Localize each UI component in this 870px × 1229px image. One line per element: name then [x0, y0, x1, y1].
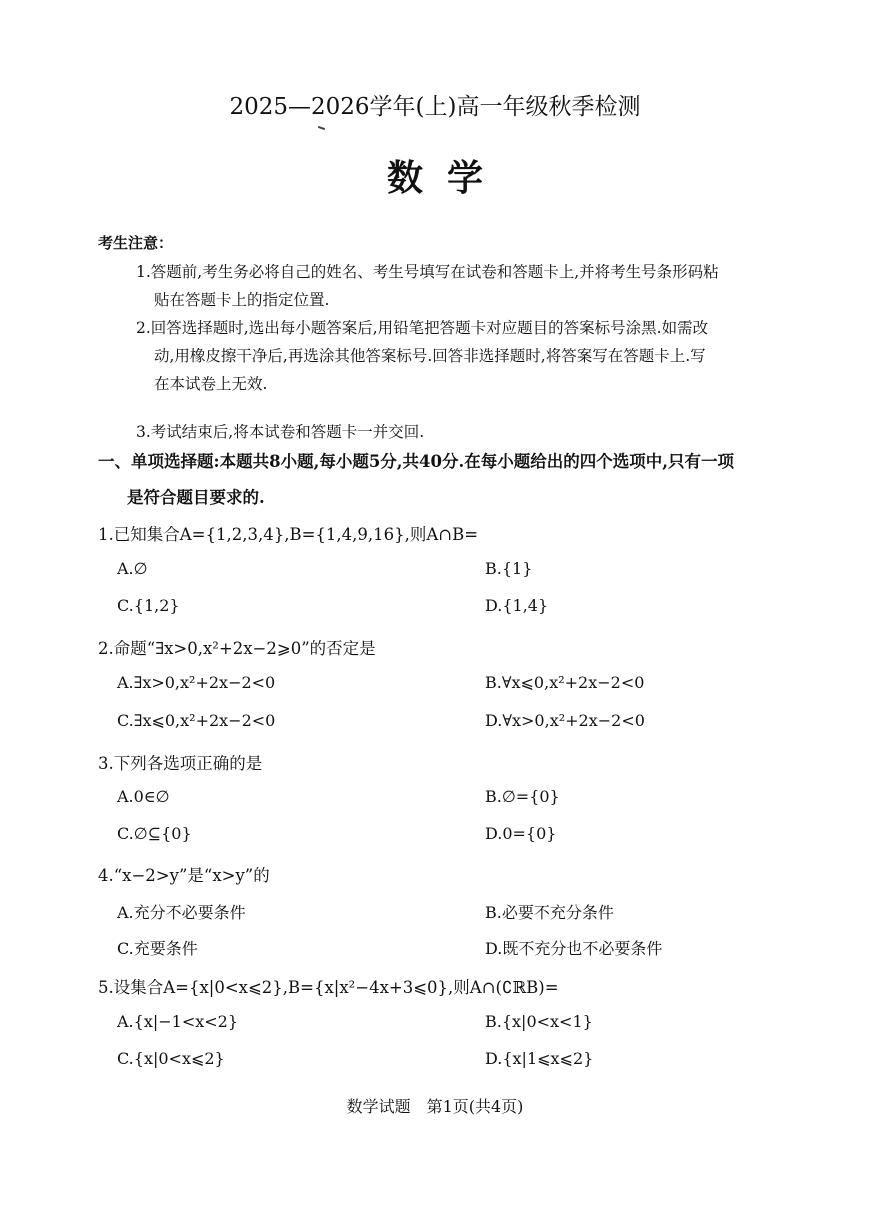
question-stem: 4.“x−2>y”是“x>y”的 — [98, 866, 270, 885]
notice-line: 1.答题前,考生务必将自己的姓名、考生号填写在试卷和答题卡上,并将考生号条形码粘 — [136, 263, 719, 281]
notice-line: 动,用橡皮擦干净后,再选涂其他答案标号.回答非选择题时,将答案写在答题卡上.写 — [154, 347, 706, 365]
question-option: B.∅={0} — [485, 787, 560, 806]
question-option: B.{1} — [485, 559, 533, 578]
question-option: D.0={0} — [485, 824, 557, 843]
question-option: B.{x|0<x<1} — [485, 1012, 593, 1031]
section-heading: 一、单项选择题:本题共8小题,每小题5分,共40分.在每小题给出的四个选项中,只有一项 — [98, 452, 734, 471]
question-option: A.0∈∅ — [117, 787, 170, 806]
question-option: A.充分不必要条件 — [117, 903, 246, 922]
question-option: A.{x|−1<x<2} — [117, 1012, 239, 1031]
notice-line: 在本试卷上无效. — [154, 375, 268, 393]
question-option: A.∃x>0,x²+2x−2<0 — [117, 673, 276, 692]
scan-mark — [318, 126, 325, 130]
question-option: D.∀x>0,x²+2x−2<0 — [485, 711, 645, 730]
question-option: D.{x|1⩽x⩽2} — [485, 1049, 594, 1068]
question-option: C.{x|0<x⩽2} — [117, 1049, 225, 1068]
question-option: C.∃x⩽0,x²+2x−2<0 — [117, 711, 276, 730]
notice-title: 考生注意： — [98, 234, 174, 252]
notice-line: 贴在答题卡上的指定位置. — [154, 291, 330, 309]
notice-line: 3.考试结束后,将本试卷和答题卡一并交回. — [136, 423, 425, 441]
subject-title: 数学 — [386, 157, 507, 199]
question-option: B.必要不充分条件 — [485, 903, 614, 922]
question-option: C.∅⊆{0} — [117, 824, 192, 843]
question-option: C.{1,2} — [117, 596, 180, 615]
page-footer: 数学试题 第1页(共4页) — [346, 1097, 524, 1116]
question-option: D.既不充分也不必要条件 — [485, 939, 663, 958]
question-stem: 3.下列各选项正确的是 — [98, 754, 263, 773]
question-option: A.∅ — [117, 559, 148, 578]
question-stem: 2.命题“∃x>0,x²+2x−2⩾0”的否定是 — [98, 639, 376, 658]
exam-header: 2025—2026学年(上)高一年级秋季检测 — [229, 94, 641, 120]
notice-line: 2.回答选择题时,选出每小题答案后,用铅笔把答题卡对应题目的答案标号涂黑.如需改 — [136, 319, 709, 337]
question-option: C.充要条件 — [117, 939, 198, 958]
question-option: B.∀x⩽0,x²+2x−2<0 — [485, 673, 645, 692]
question-option: D.{1,4} — [485, 596, 549, 615]
section-heading-cont: 是符合题目要求的. — [127, 488, 265, 507]
question-stem: 1.已知集合A={1,2,3,4},B={1,4,9,16},则A∩B= — [98, 525, 479, 544]
question-stem: 5.设集合A={x|0<x⩽2},B={x|x²−4x+3⩽0},则A∩(∁ℝB)= — [98, 978, 559, 997]
